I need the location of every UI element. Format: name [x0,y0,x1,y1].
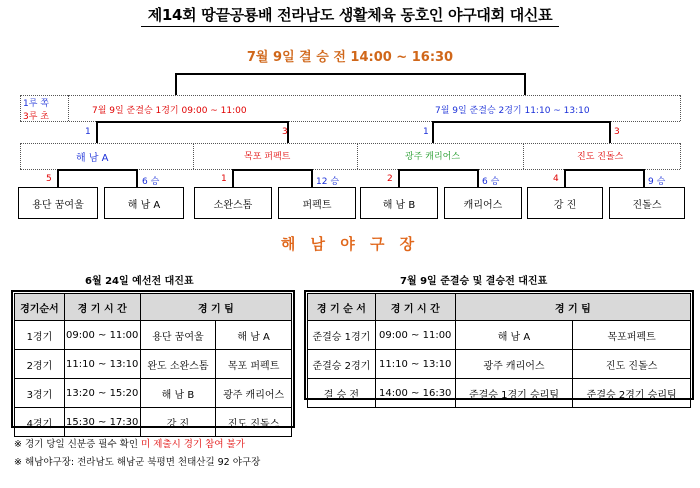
r1-bracket [477,169,479,187]
divider [680,95,681,121]
semi-score: 3 [614,127,620,137]
table-row [15,321,292,350]
cell-order: 4경기 [15,408,65,437]
cell-order: 1경기 [15,321,65,350]
cell-order: 3경기 [15,379,65,408]
prelim-table [14,293,292,437]
divider [20,143,21,169]
cell-order: 2경기 [15,350,65,379]
team-box-8: 진돌스 [609,187,685,219]
team-box-5: 해 남 B [360,187,438,219]
side-label-1: 1루 쪽 [23,99,49,109]
winner-3: 광주 캐리어스 [405,152,461,162]
note-venue-address: ※ 해남야구장: 전라남도 해남군 북평면 천태산길 92 야구장 [14,457,261,468]
finals-table [307,293,691,408]
final-date: 7월 9일 결 승 전 14:00 ~ 16:30 [246,50,454,65]
final-bracket-top [175,73,525,75]
cell-team: 목포 퍼펙트 [216,350,292,379]
divider [193,143,194,169]
divider [523,143,524,169]
note-warning: 미 제출시 경기 참여 불가 [141,439,245,450]
note-id-required [14,436,245,450]
column-header: 경기순서 [15,294,65,321]
table-row [15,379,292,408]
r1-score: 5 [46,174,52,184]
cell-team: 준결승 2경기 승리팀 [573,379,691,408]
r1-bracket [311,169,313,187]
semi2-bracket [609,121,611,143]
table-header [308,294,691,321]
r1-score: 9 승 [648,177,666,187]
table-row [15,350,292,379]
table-row [15,408,292,437]
semi1-bracket [96,121,288,123]
winner-4: 진도 진돌스 [577,152,624,162]
r1-bracket [643,169,645,187]
r1-bracket [57,169,137,171]
column-header: 경 기 순 서 [308,294,376,321]
r1-bracket [57,169,59,187]
r1-bracket [398,169,478,171]
column-header: 경 기 시 간 [64,294,140,321]
team-box-2: 해 남 A [104,187,184,219]
team-box-1: 용단 꿈여울 [18,187,98,219]
cell-time: 13:20 ~ 15:20 [64,379,140,408]
team-box-6: 캐리어스 [444,187,522,219]
divider [680,143,681,169]
side-label-2: 3루 초 [23,112,49,122]
semi-score: 1 [423,127,429,137]
r1-bracket [564,169,566,187]
semi2-bracket [432,121,434,143]
r1-score: 2 [387,174,393,184]
r1-bracket [564,169,644,171]
cell-team: 해 남 B [140,379,216,408]
cell-team: 용단 꿈여울 [140,321,216,350]
divider [20,143,680,144]
note-text: ※ 경기 당일 신분증 필수 확인 [14,439,142,450]
table-row [308,321,691,350]
title-underline [141,26,559,27]
cell-team: 진도 진돌스 [573,350,691,379]
divider [357,143,358,169]
cell-order: 준결승 1경기 [308,321,376,350]
semi1-bracket [96,121,98,143]
cell-team: 준결승 1경기 승리팀 [455,379,573,408]
cell-time: 11:10 ~ 13:10 [64,350,140,379]
column-header: 경 기 팀 [455,294,690,321]
cell-team: 완도 소완스톰 [140,350,216,379]
r1-bracket [136,169,138,187]
table-header [15,294,292,321]
r1-score: 6 승 [142,177,160,187]
page-title: 제14회 땅끝공룡배 전라남도 생활체육 동호인 야구대회 대신표 [147,6,553,24]
winner-1: 해 남 A [76,153,109,164]
team-box-3: 소완스톰 [194,187,272,219]
semi2-label: 7월 9일 준결승 2경기 11:10 ~ 13:10 [435,106,590,116]
column-header: 경 기 시 간 [375,294,455,321]
cell-order: 준결승 2경기 [308,350,376,379]
finals-caption: 7월 9일 준결승 및 결승전 대진표 [400,276,548,287]
cell-team: 진도 진돌스 [216,408,292,437]
semi-score: 3 [282,127,288,137]
final-bracket-left [175,73,177,95]
prelim-caption: 6월 24일 예선전 대진표 [85,276,194,287]
r1-score: 4 [553,174,559,184]
r1-score: 6 승 [482,177,500,187]
r1-bracket [232,169,312,171]
final-bracket-right [524,73,526,95]
table-row [308,350,691,379]
team-box-7: 강 진 [527,187,603,219]
cell-team: 강 진 [140,408,216,437]
column-header: 경 기 팀 [140,294,291,321]
cell-team: 해 남 A [216,321,292,350]
cell-time: 15:30 ~ 17:30 [64,408,140,437]
cell-team: 광주 캐리어스 [455,350,573,379]
cell-time: 11:10 ~ 13:10 [375,350,455,379]
r1-bracket [232,169,234,187]
r1-bracket [398,169,400,187]
divider [20,95,680,96]
venue-title: 해 남 야 구 장 [280,235,420,253]
cell-time: 14:00 ~ 16:30 [375,379,455,408]
cell-time: 09:00 ~ 11:00 [375,321,455,350]
cell-order: 결 승 전 [308,379,376,408]
r1-score: 12 승 [316,177,340,187]
cell-time: 09:00 ~ 11:00 [64,321,140,350]
r1-score: 1 [221,174,227,184]
semi1-label: 7월 9일 준결승 1경기 09:00 ~ 11:00 [92,106,247,116]
semi2-bracket [432,121,610,123]
divider [20,95,21,121]
cell-team: 해 남 A [455,321,573,350]
team-box-4: 퍼펙트 [278,187,356,219]
table-row [308,379,691,408]
cell-team: 목포퍼펙트 [573,321,691,350]
winner-2: 목포 퍼펙트 [244,152,291,162]
cell-team: 광주 캐리어스 [216,379,292,408]
semi-score: 1 [85,127,91,137]
divider [68,95,69,121]
